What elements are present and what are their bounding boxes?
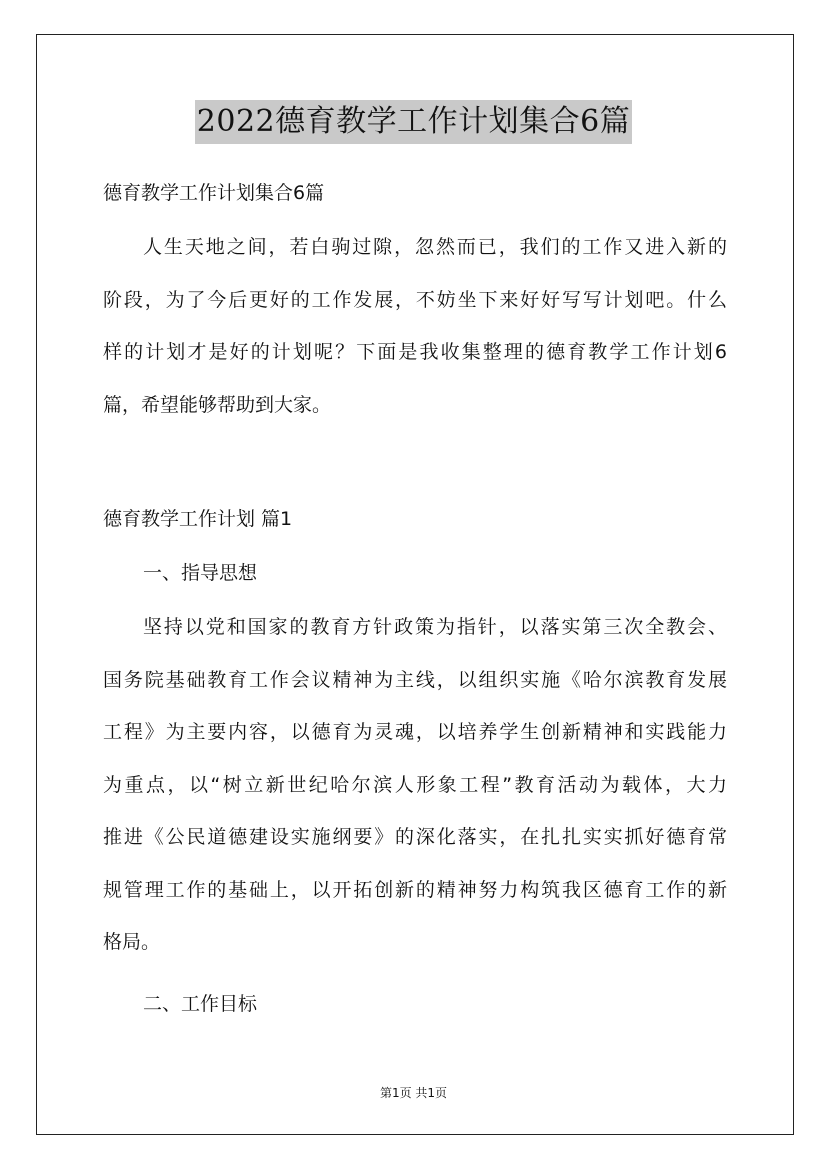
paragraph-line: 为重点，以“树立新世纪哈尔滨人形象工程”教育活动为载体，大力 xyxy=(103,773,727,796)
paragraph-line: 坚持以党和国家的教育方针政策为指针，以落实第三次全教会、 xyxy=(143,616,727,638)
paragraph-line: 阶段，为了今后更好的工作发展，不妨坐下来好好写写计划吧。什么 xyxy=(103,288,727,311)
paragraph-line: 规管理工作的基础上，以开拓创新的精神努力构筑我区德育工作的新 xyxy=(103,878,727,901)
document-subtitle: 德育教学工作计划集合6篇 xyxy=(103,182,325,204)
page-footer: 第1页 共1页 xyxy=(379,1086,448,1100)
intro-paragraph xyxy=(103,234,727,444)
heading-work-goals: 二、工作目标 xyxy=(143,993,258,1015)
body-paragraph xyxy=(103,614,727,982)
document-title: 2022德育教学工作计划集合6篇 xyxy=(195,100,632,144)
paragraph-line: 篇，希望能够帮助到大家。 xyxy=(103,393,332,416)
paragraph-line: 格局。 xyxy=(103,931,161,953)
section-title: 德育教学工作计划 篇1 xyxy=(103,508,293,530)
title-container xyxy=(0,100,827,144)
paragraph-line: 工程》为主要内容，以德育为灵魂，以培养学生创新精神和实践能力 xyxy=(103,721,727,743)
paragraph-line: 国务院基础教育工作会议精神为主线，以组织实施《哈尔滨教育发展 xyxy=(103,668,727,691)
heading-guiding-ideology: 一、指导思想 xyxy=(143,562,258,584)
paragraph-line: 推进《公民道德建设实施纲要》的深化落实，在扎扎实实抓好德育常 xyxy=(103,826,727,848)
paragraph-line: 人生天地之间，若白驹过隙，忽然而已，我们的工作又进入新的 xyxy=(143,236,727,258)
paragraph-line: 样的计划才是好的计划呢？下面是我收集整理的德育教学工作计划6 xyxy=(103,341,727,363)
